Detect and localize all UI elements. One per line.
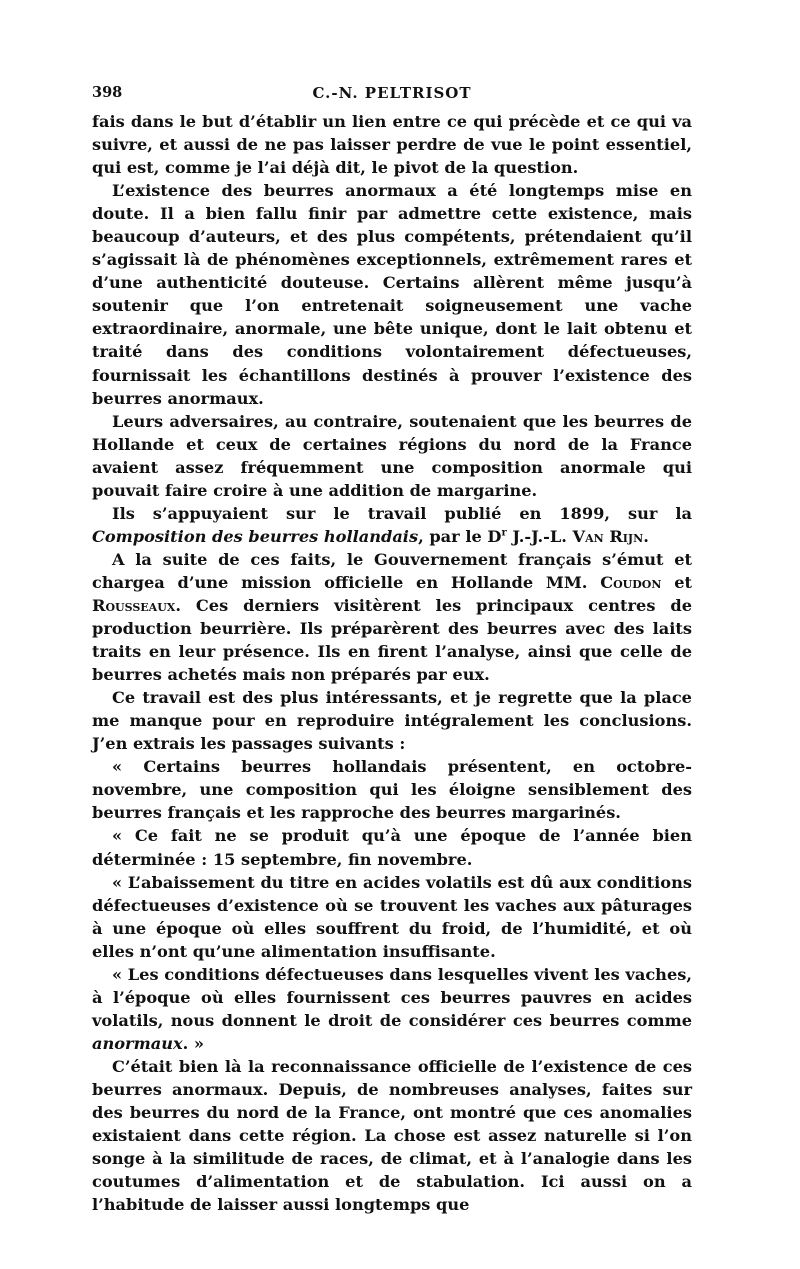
paragraph-travail: Ce travail est des plus intéressants, et je regrette que la place me manque pour en reproduire intégralement les conclusions. J’en extrais les passages suivants : — [92, 688, 692, 754]
body-text — [92, 110, 692, 1216]
paragraph-adversaires: Leurs adversaires, au contraire, soutenaient que les beurres de Hollande et ceux de certaines régions du nord de la France avaient assez fréquemment une composition anormale qui pouvait faire croire à une addition de margarine. — [92, 411, 692, 500]
emphasis: anormaux — [92, 1033, 183, 1053]
text-run: et — [661, 572, 692, 592]
author-name: Van Rijn — [572, 526, 644, 546]
quote-paragraph — [92, 963, 692, 1055]
text-run: . — [643, 526, 649, 546]
person-name: Coudon — [600, 572, 662, 592]
page-header — [92, 78, 692, 110]
running-head: C.-N. PELTRISOT — [312, 84, 472, 102]
page-number: 398 — [92, 84, 123, 101]
superscript: r — [501, 527, 507, 539]
quote-paragraph: « Ce fait ne se produit qu’à une époque de l’année bien déterminée : 15 septembre, fin novembre. — [92, 826, 692, 869]
work-title: Composition des beurres hollandais — [92, 526, 419, 546]
paragraph-reconnaissance: C’était bien là la reconnaissance officielle de l’existence de ces beurres anormaux. Depuis, de nombreuses analyses, faites sur des beurres du nord de la France, ont montré que ces anomalies existaient dans cette région. La chose est assez naturelle si l’on songe à la similitude de races, de climat, et à l’analogie dans les coutumes d’alimentation et de stabulation. Ici aussi on a l’habitude de laisser aussi longtemps que — [92, 1056, 692, 1215]
quote-paragraph: « L’abaissement du titre en acides volatils est dû aux conditions défectueuses d’existence où se trouvent les vaches aux pâturages à une époque où elles souffrent du froid, de l’humidité, et où elles n’ont qu’une alimentation insuffisante. — [92, 872, 692, 961]
paragraph-van-rijn — [92, 502, 692, 548]
quote-paragraph: « Certains beurres hollandais présentent, en octobre-novembre, une composition qui les éloigne sensiblement des beurres français et les rapproche des beurres margarinés. — [92, 757, 692, 823]
paragraph-mission — [92, 548, 692, 686]
text-run: Ils s’appuyaient sur le travail publié en 1899, sur la — [112, 503, 692, 523]
text-run: . Ces derniers visitèrent les principaux centres de production beurrière. Ils préparèrent des beurres avec des laits traits en leur présence. Ils en firent l’analyse, ainsi que celle de beurres achetés mais non préparés par eux. — [92, 595, 692, 685]
person-name: Rousseaux — [92, 595, 176, 615]
text-run: J.-J.-L. — [506, 526, 573, 546]
paragraph-existence: L’existence des beurres anormaux a été longtemps mise en doute. Il a bien fallu finir par admettre cette existence, mais beaucoup d’auteurs, et des plus compétents, prétendaient qu’il s’agissait là de phénomènes exceptionnels, extrêmement rares et d’une authenticité douteuse. Certains allèrent même jusqu’à soutenir que l’on entretenait soigneusement une vache extraordinaire, anormale, une bête unique, dont le lait obtenu et traité dans des conditions volontairement défectueuses, fournissait les échantillons destinés à prouver l’existence des beurres anormaux. — [92, 181, 692, 408]
text-run: « Les conditions défectueuses dans lesquelles vivent les vaches, à l’époque où elles fournissent ces beurres pauvres en acides volatils, nous donnent le droit de considérer ces beurres comme — [92, 964, 692, 1030]
page — [92, 78, 692, 1216]
text-run: , par le D — [418, 526, 502, 546]
text-run: A la suite de ces faits, le Gouvernement français s’émut et chargea d’une mission officielle en Hollande MM. — [92, 549, 692, 592]
text-run: . » — [182, 1033, 205, 1053]
paragraph-continued: fais dans le but d’établir un lien entre ce qui précède et ce qui va suivre, et aussi de ne pas laisser perdre de vue le point essentiel, qui est, comme je l’ai déjà dit, le pivot de la question. — [92, 112, 692, 178]
